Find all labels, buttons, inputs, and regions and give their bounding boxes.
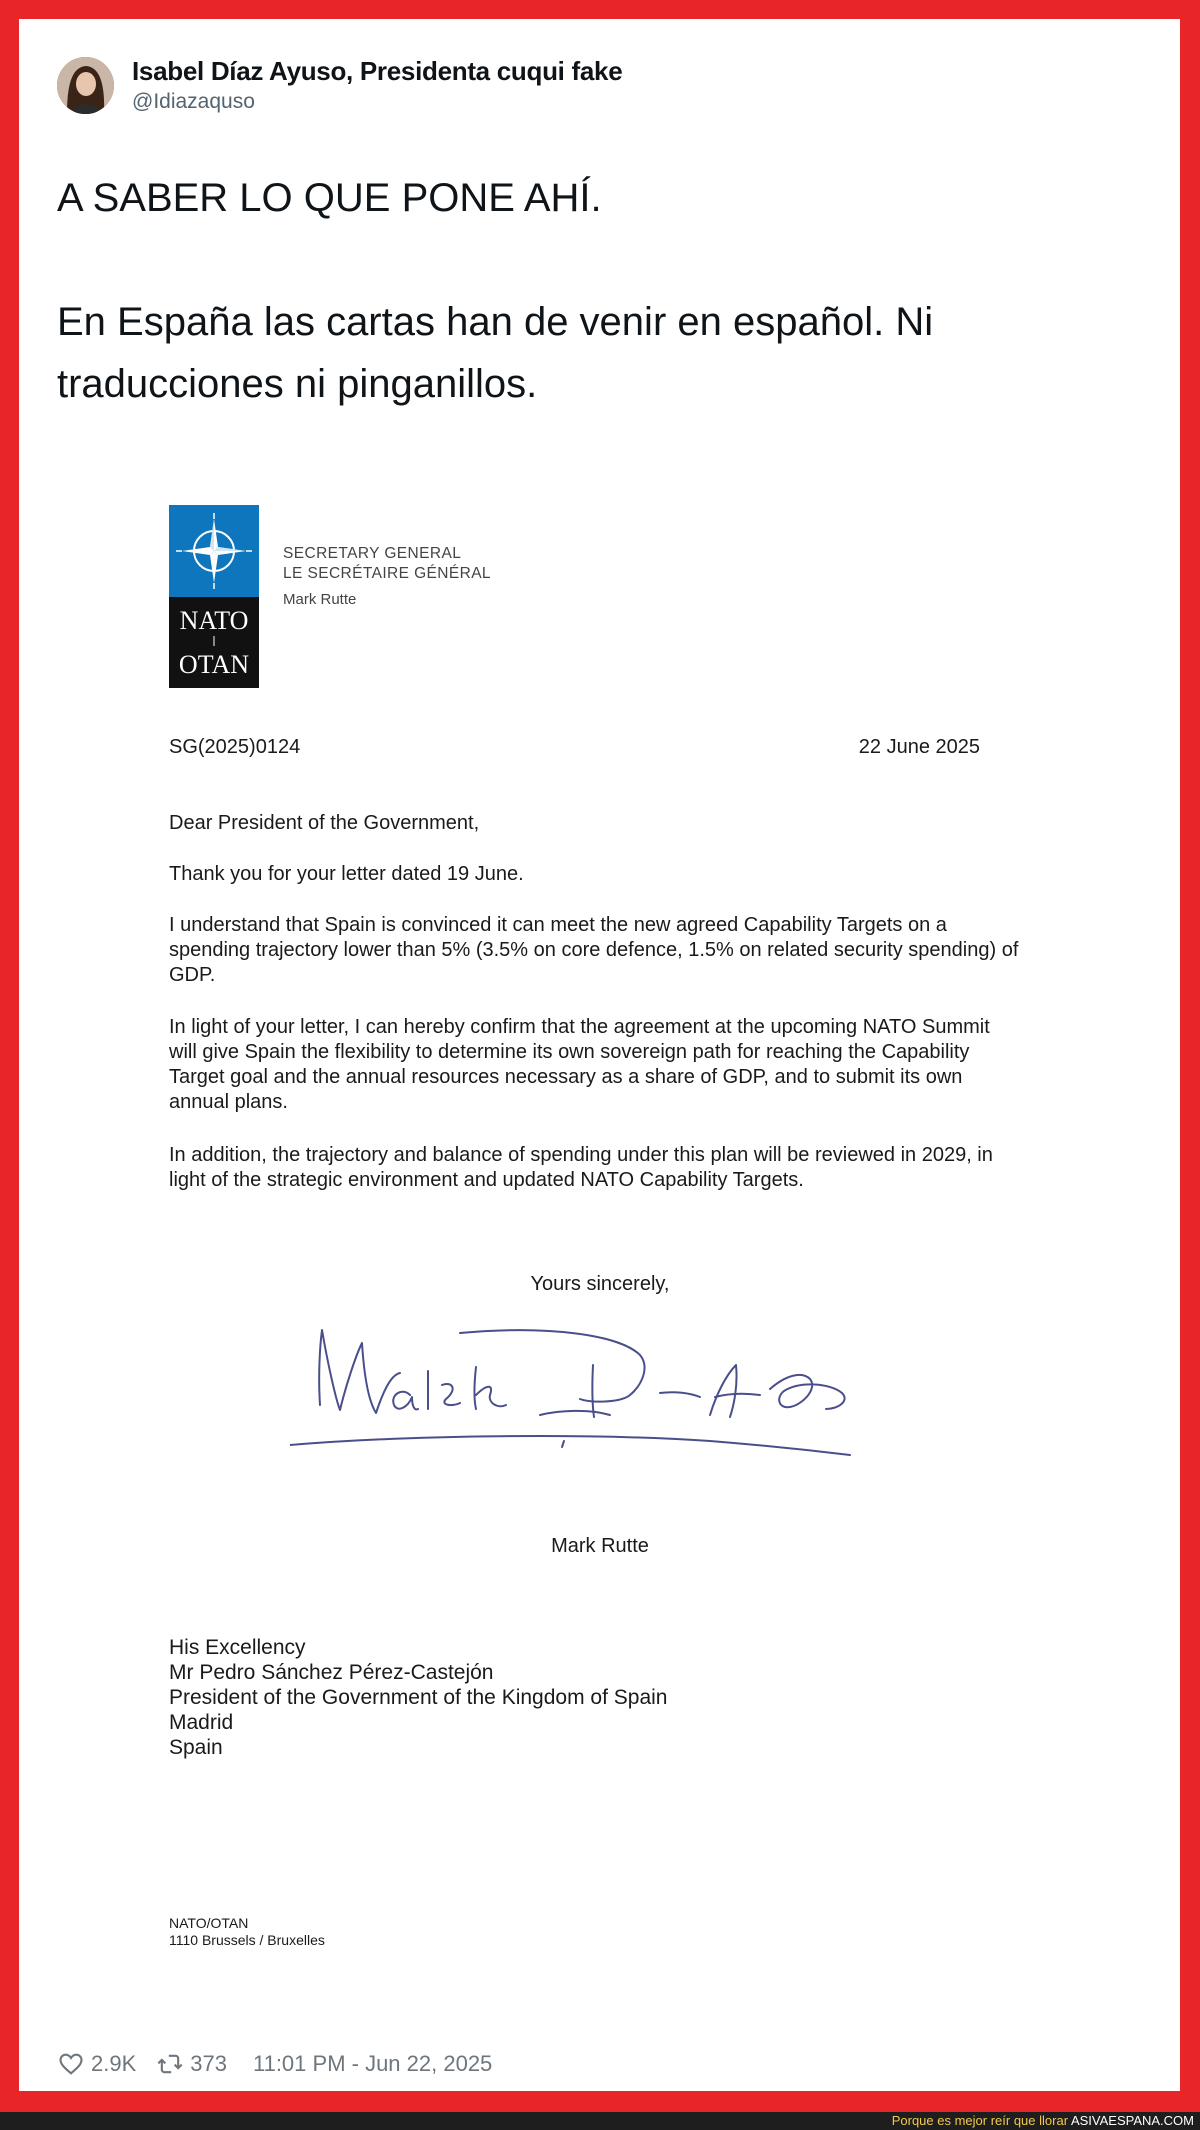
nato-logo <box>169 505 259 688</box>
letter-paragraph: In addition, the trajectory and balance of spending under this plan will be reviewed in 2029, in light of the strategic environment and updated NATO Capability Targets. <box>169 1144 993 1191</box>
like-count: 2.9K <box>91 2051 137 2076</box>
letter-paragraph: I understand that Spain is convinced it can meet the new agreed Capability Targets on a spending trajectory lower than 5% (3.5% on core defence, 1.5% on related security spending) of GDP. <box>169 914 1019 986</box>
tweet-text-paragraph: En España las cartas han de venir en español. Ni traducciones ni pinganillos. <box>57 300 934 406</box>
tweet-stats <box>57 2049 492 2079</box>
display-name[interactable]: Isabel Díaz Ayuso, Presidenta cuqui fake <box>132 56 623 86</box>
avatar[interactable] <box>57 57 114 114</box>
recipient-address <box>169 1635 667 1760</box>
retweet-count: 373 <box>190 2051 227 2076</box>
letterhead <box>283 544 491 610</box>
address-line: Spain <box>169 1736 223 1759</box>
watermark-tagline: Porque es mejor reír que llorar <box>891 2113 1069 2128</box>
address-line: President of the Government of the Kingdom of Spain <box>169 1686 668 1709</box>
letter-paragraph: In light of your letter, I can hereby confirm that the agreement at the upcoming NATO Summit will give Spain the flexibility to determine its own sovereign path for reaching the Capability Target goal and the annual resources necessary as a share of GDP, and to submit its own annual plans. <box>169 1016 990 1113</box>
letterhead-line: SECRETARY GENERAL <box>283 545 462 562</box>
tweet-text <box>57 167 1137 415</box>
closing: Yours sincerely, <box>530 1273 670 1295</box>
retweet-stat[interactable] <box>156 2050 227 2078</box>
footer-line: 1110 Brussels / Bruxelles <box>169 1932 325 1948</box>
letter-date: 22 June 2025 <box>858 736 980 758</box>
tweet-text-paragraph: A SABER LO QUE PONE AHÍ. <box>57 176 602 220</box>
letterhead-line: LE SECRÉTAIRE GÉNÉRAL <box>283 565 491 582</box>
letterhead-name: Mark Rutte <box>283 591 357 608</box>
reference-number: SG(2025)0124 <box>169 736 301 758</box>
signature-name: Mark Rutte <box>551 1535 649 1557</box>
watermark-site[interactable]: ASIVAESPANA.COM <box>1070 2113 1194 2128</box>
retweet-icon[interactable] <box>156 2050 184 2078</box>
watermark-bar <box>0 2112 1200 2130</box>
heart-icon[interactable] <box>57 2050 85 2078</box>
logo-text-nato: NATO <box>179 606 249 635</box>
salutation: Dear President of the Government, <box>169 812 480 834</box>
address-line: Mr Pedro Sánchez Pérez-Castejón <box>169 1661 494 1684</box>
footer-line: NATO/OTAN <box>169 1915 249 1931</box>
avatar-image <box>57 57 114 114</box>
letter-footer <box>169 1915 325 1949</box>
address-line: Madrid <box>169 1711 234 1734</box>
tweet-timestamp[interactable]: 11:01 PM - Jun 22, 2025 <box>252 2051 493 2076</box>
like-stat[interactable] <box>57 2050 136 2078</box>
logo-text-otan: OTAN <box>178 650 250 679</box>
signature <box>290 1305 920 1485</box>
user-handle[interactable]: @Idiazaquso <box>132 90 255 113</box>
address-line: His Excellency <box>169 1636 306 1659</box>
letter-paragraph: Thank you for your letter dated 19 June. <box>169 863 524 885</box>
